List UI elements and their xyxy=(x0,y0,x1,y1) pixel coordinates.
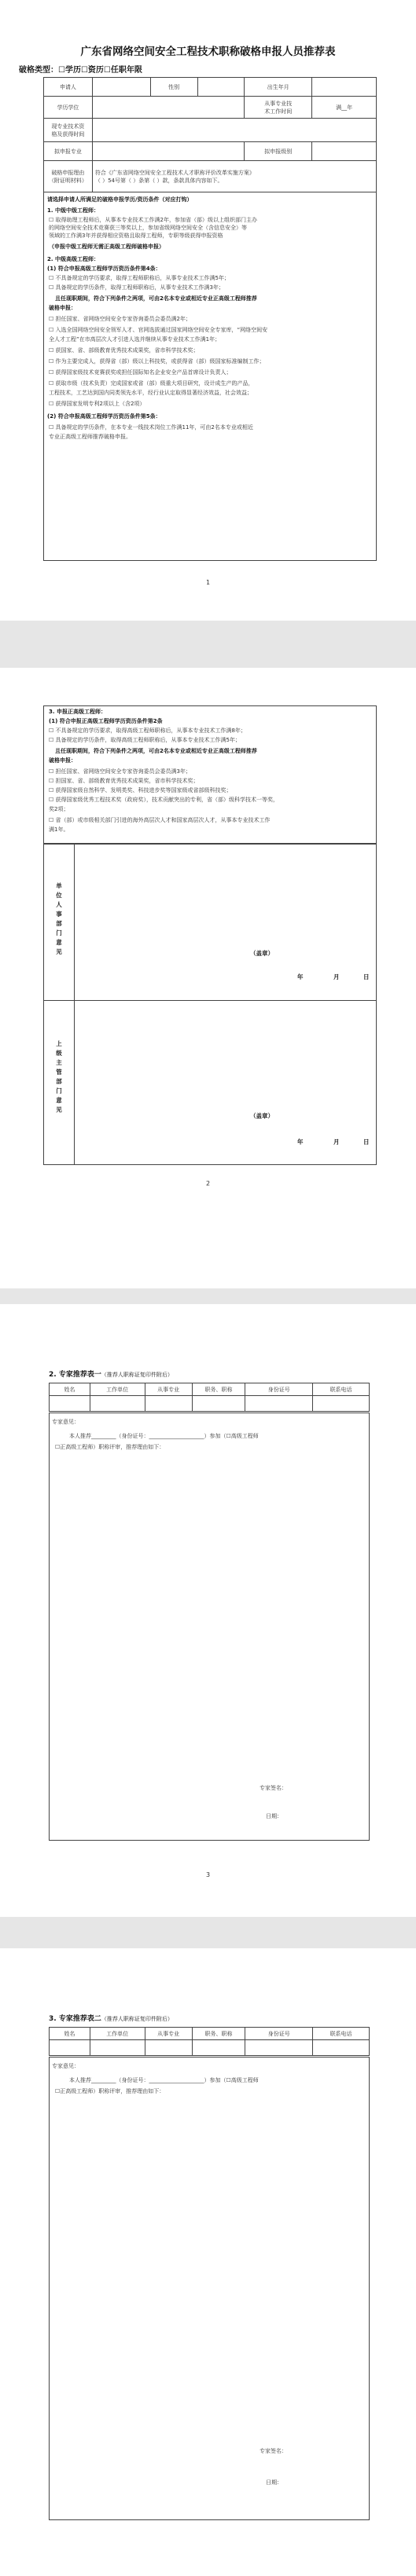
col-header-specialty: 从事专业 xyxy=(145,2028,192,2040)
expert-specialty-cell[interactable] xyxy=(145,1396,192,1412)
section3-list-6[interactable]: ☐ 省（部）或市级相关部门引进的海外高层次人才和国家高层次人才，从事本专业技术工作 xyxy=(49,817,271,823)
unit-label-char: 人 xyxy=(56,901,62,908)
col-header-specialty: 从事专业 xyxy=(145,1383,192,1396)
expert-opinion-text-2a: 本人推荐_________（身份证号：____________________）参加（☐高级工程师 xyxy=(69,2077,259,2083)
expert-opinion-box-2[interactable] xyxy=(49,2057,370,2520)
section3-note: 且任现职期间，符合下列条件之两项，可由2名本专业或相近专业正高级工程师推荐 xyxy=(55,748,257,754)
expert-id-cell[interactable] xyxy=(245,1396,313,1412)
page-3 xyxy=(0,1304,416,1917)
unit-label-char: 部 xyxy=(56,920,62,927)
level-value[interactable] xyxy=(312,142,377,161)
section2-sub1: (1) 符合申报高级工程师学历资历条件第4条： xyxy=(47,266,161,272)
basis-text-line1: 符合《广东省网络空间安全工程技术人才职称评价改革实施方案》 xyxy=(94,169,255,176)
unit-date-month: 月 xyxy=(333,973,340,980)
section1-title: 1. 中级中级工程师： xyxy=(47,207,99,214)
dept-label-char: 管 xyxy=(56,1068,62,1075)
expert-table-1 xyxy=(49,1383,370,1412)
section2-sub1-item-2[interactable]: ☐ 具备规定的学历条件，取得工程师职称后，从事专业技术工作满3年； xyxy=(49,284,224,291)
cert-label xyxy=(44,119,93,142)
document-title: 广东省网络空间安全工程技术职称破格申报人员推荐表 xyxy=(80,46,336,58)
section2-sub1-note2: 破格申报： xyxy=(49,305,76,311)
section2-list-8: 工程技术，工艺达到国内同类领先水平，经行业认定取得显著经济效益，社会效益； xyxy=(49,390,252,396)
major-value[interactable] xyxy=(92,142,245,161)
applicant-label: 申请人 xyxy=(44,78,93,97)
page-number-3: 3 xyxy=(205,1871,211,1878)
dept-date-month: 月 xyxy=(333,1138,340,1145)
recommend-form-1-title-suffix: （推荐人职称证复印件附后） xyxy=(101,1372,173,1378)
section3-list-1[interactable]: ☐ 担任国家、省网络空间安全专家咨询委员会委员满3年； xyxy=(49,768,191,775)
work-years-value[interactable]: 满__年 xyxy=(312,97,377,119)
work-years-label-line1: 从事专业技 xyxy=(264,100,293,107)
section3-list-3[interactable]: ☐ 获得国家级自然科学、发明类奖、科技进步奖等国家级或省部级科技奖； xyxy=(49,787,232,793)
dept-seal-label: （盖章） xyxy=(250,1112,274,1119)
section3-item-2[interactable]: ☐ 具备规定的学历条件，取得高级工程师职称后，从事本专业技术工作满5年； xyxy=(49,737,241,743)
major-label: 拟申报专业 xyxy=(44,142,93,161)
category-line: 破格类型：☐学历☐资历☐任职年限 xyxy=(19,66,142,75)
birth-value[interactable] xyxy=(312,78,377,97)
section2-list-4[interactable]: ☐ 获国家、省、部级教育优秀技术成果奖，省市科学技术奖； xyxy=(49,347,199,354)
expert-title-cell[interactable] xyxy=(192,2040,245,2056)
section2-list-9[interactable]: ☐ 获得国家发明专利2项以上（含2项） xyxy=(49,401,145,407)
dept-label-char: 门 xyxy=(56,1087,62,1094)
col-header-phone: 联系电话 xyxy=(313,1383,370,1396)
section2-sub2: (2) 符合申报高级工程师学历资历条件第5条： xyxy=(47,413,161,420)
expert-opinion-label-1: 专家意见： xyxy=(52,1419,79,1425)
recommend-form-2-title xyxy=(49,2013,173,2023)
unit-opinion-box[interactable] xyxy=(43,844,377,1001)
section2-list-7[interactable]: ☐ 获取市级（技术负责）完成国家或省（部）级重大项目研究，设计成生产的产品， xyxy=(49,380,254,387)
basis-text-line2: （ ）54号第（ ）条第（ ）款，条款具体内容如下。 xyxy=(94,177,223,184)
edu-value[interactable] xyxy=(92,97,245,119)
unit-date-year: 年 xyxy=(297,973,304,980)
unit-label-char: 门 xyxy=(56,929,62,936)
expert-name-cell[interactable] xyxy=(50,1396,90,1412)
page-gap-2 xyxy=(0,1288,416,1304)
col-header-employer: 工作单位 xyxy=(90,1383,145,1396)
cert-label-line1: 现专业技术资 xyxy=(51,123,85,130)
col-header-id: 身份证号 xyxy=(245,2028,313,2040)
expert-opinion-box-1[interactable] xyxy=(49,1413,370,1841)
unit-seal-label: （盖章） xyxy=(250,950,274,957)
expert-table-2 xyxy=(49,2027,370,2056)
section2-list-2[interactable]: ☐ 入选全国网络空间安全领军人才、官网选拔通过国家网络空间安全专家库，“网络空间安 xyxy=(49,327,268,333)
section2-sub1-note: 且任现职期间，符合下列条件之两项，可由2名本专业或相近专业正高级工程师推荐 xyxy=(55,295,257,302)
section1-note: （申报中级工程师无需正高级工程师破格申报） xyxy=(49,244,164,250)
expert-opinion-text-2b: ☐正高级工程师）职称评审，推荐理由如下： xyxy=(55,2088,165,2094)
conditions-heading: 请选择申请人所满足的破格申报学历/资历条件（对应打钩） xyxy=(47,196,193,203)
expert-name-cell[interactable] xyxy=(50,2040,90,2056)
section2-sub1-item-1[interactable]: ☐ 不具备规定的学历要求，取得工程师职称后，从事专业技术工作满5年； xyxy=(49,275,230,281)
gender-label: 性别 xyxy=(150,78,197,97)
level-label: 拟申报级别 xyxy=(245,142,312,161)
section2-list-6[interactable]: ☐ 获得国家级技术竞赛获奖或担任国际知名企业安全产品首席设计负责人； xyxy=(49,369,232,376)
section3-title: 3. 申报正高级工程师： xyxy=(49,709,106,715)
dept-label-char: 部 xyxy=(56,1078,62,1085)
expert-opinion-text-1a: 本人推荐_________（身份证号：____________________）参加（☐高级工程师 xyxy=(69,1433,259,1439)
page-number-1: 1 xyxy=(205,579,211,586)
unit-label-char: 见 xyxy=(56,948,62,955)
dept-opinion-box[interactable] xyxy=(43,1000,377,1165)
section3-sub: (1) 符合申报正高级工程师学历资历条件第2条 xyxy=(49,718,163,724)
expert-phone-cell[interactable] xyxy=(313,2040,370,2056)
expert-opinion-text-1b: ☐正高级工程师）职称评审，推荐理由如下： xyxy=(55,1444,165,1450)
section2-sub2-item[interactable]: ☐ 具备规定的学历条件，在本专业一线技术岗位工作满11年，可由2名本专业或相近 xyxy=(49,424,253,431)
dept-date-day: 日 xyxy=(363,1138,370,1145)
section2-list-5[interactable]: ☐ 作为主要完成人，获得省（部）级以上科技奖，或获得省（部）级国家标准编制工作； xyxy=(49,358,265,365)
expert-signature-1: 专家签名： xyxy=(260,1785,287,1791)
page-gap-1 xyxy=(0,621,416,668)
section3-item-1[interactable]: ☐ 不具备规定的学历要求，取得高级工程师职称后，从事本专业技术工作满8年； xyxy=(49,727,246,734)
dept-label-char: 意 xyxy=(56,1097,62,1104)
page-gap-3 xyxy=(0,1917,416,1948)
basis-text[interactable] xyxy=(92,161,376,192)
applicant-value[interactable] xyxy=(92,78,150,97)
section3-note2: 破格申报： xyxy=(49,757,76,764)
work-years-label xyxy=(245,97,312,119)
expert-signature-2: 专家签名： xyxy=(260,2448,287,2454)
section2-list-3: 全人才工程”在市高层次人才引进人选并继续从事专业技术工作满1年； xyxy=(49,336,221,343)
col-header-employer: 工作单位 xyxy=(90,2028,145,2040)
page-1 xyxy=(0,0,416,621)
section3-list-7: 满1年。 xyxy=(49,826,69,833)
cert-value[interactable] xyxy=(92,119,376,142)
unit-label-char: 事 xyxy=(56,911,62,918)
recommend-form-2-title-prefix: 3. 专家推荐表二 xyxy=(49,2015,101,2023)
section3-list-4[interactable]: ☐ 获得国家级优秀工程技术奖（政府奖），技术贡献突出的专利，省（部）级科学技术一等奖， xyxy=(49,797,278,803)
basis-label-line2: （附证明材料） xyxy=(48,177,87,184)
work-years-label-line2: 术工作时间 xyxy=(264,108,293,115)
expert-specialty-cell[interactable] xyxy=(145,2040,192,2056)
page-4 xyxy=(0,1948,416,2576)
dept-label-char: 级 xyxy=(56,1050,62,1057)
section3-list-5: 奖2项； xyxy=(49,806,69,812)
recommend-form-1-title xyxy=(49,1369,173,1379)
unit-label-char: 位 xyxy=(56,892,62,899)
section2-sub2-item2: 专业正高级工程师推荐破格申报。 xyxy=(49,434,131,440)
recommend-form-2-title-suffix: （推荐人职称证复印件附后） xyxy=(101,2016,173,2022)
basis-label xyxy=(44,161,93,192)
unit-date-day: 日 xyxy=(363,973,370,980)
section2-title: 2. 中级高级工程师： xyxy=(47,256,99,262)
expert-phone-cell[interactable] xyxy=(313,1396,370,1412)
col-header-phone: 联系电话 xyxy=(313,2028,370,2040)
recommend-form-1-title-prefix: 2. 专家推荐表一 xyxy=(49,1371,101,1379)
dept-date-year: 年 xyxy=(297,1138,304,1145)
section3-list-2[interactable]: ☐ 担国家、省、部级教育优秀技术成果奖，省市科学技术奖； xyxy=(49,778,199,784)
col-header-id: 身份证号 xyxy=(245,1383,313,1396)
page-2 xyxy=(0,668,416,1288)
dept-label-char: 见 xyxy=(56,1106,62,1113)
section1-item-2: 的网络空间安全技术竞赛获三等奖以上，参加省级网络空间安全（含信息安全）等 xyxy=(49,225,247,231)
page-number-2: 2 xyxy=(205,1180,211,1187)
expert-date-2: 日期： xyxy=(266,2479,282,2486)
basis-label-line1: 破格申报理由 xyxy=(51,169,85,176)
dept-label-char: 上 xyxy=(56,1040,62,1047)
birth-label: 出生年月 xyxy=(245,78,312,97)
expert-title-cell[interactable] xyxy=(192,1396,245,1412)
info-table xyxy=(43,77,377,192)
gender-value[interactable] xyxy=(197,78,245,97)
col-header-name: 姓名 xyxy=(50,2028,90,2040)
col-header-title: 职务、职称 xyxy=(192,1383,245,1396)
expert-employer-cell[interactable] xyxy=(90,2040,145,2056)
expert-date-1: 日期： xyxy=(266,1813,282,1819)
col-header-name: 姓名 xyxy=(50,1383,90,1396)
section2-list-1[interactable]: ☐ 担任国家、省网络空间安全专家咨询委员会委员满2年； xyxy=(49,316,191,322)
expert-id-cell[interactable] xyxy=(245,2040,313,2056)
section1-item-1[interactable]: ☐ 取得助理工程师后，从事本专业技术工作满2年，参加省（部）级以上组织部门主办 xyxy=(49,217,257,223)
cert-label-line2: 格及获得时间 xyxy=(51,130,85,137)
edu-label: 学历学位 xyxy=(44,97,93,119)
section1-item-3: 领域的工作满3年并获得相应资格且取得工程师，专职等级获得申报资格 xyxy=(49,233,223,239)
col-header-title: 职务、职称 xyxy=(192,2028,245,2040)
expert-opinion-label-2: 专家意见： xyxy=(52,2063,79,2069)
dept-label-char: 主 xyxy=(56,1059,62,1066)
unit-label-char: 意 xyxy=(56,939,62,946)
expert-employer-cell[interactable] xyxy=(90,1396,145,1412)
unit-label-char: 单 xyxy=(56,882,62,889)
